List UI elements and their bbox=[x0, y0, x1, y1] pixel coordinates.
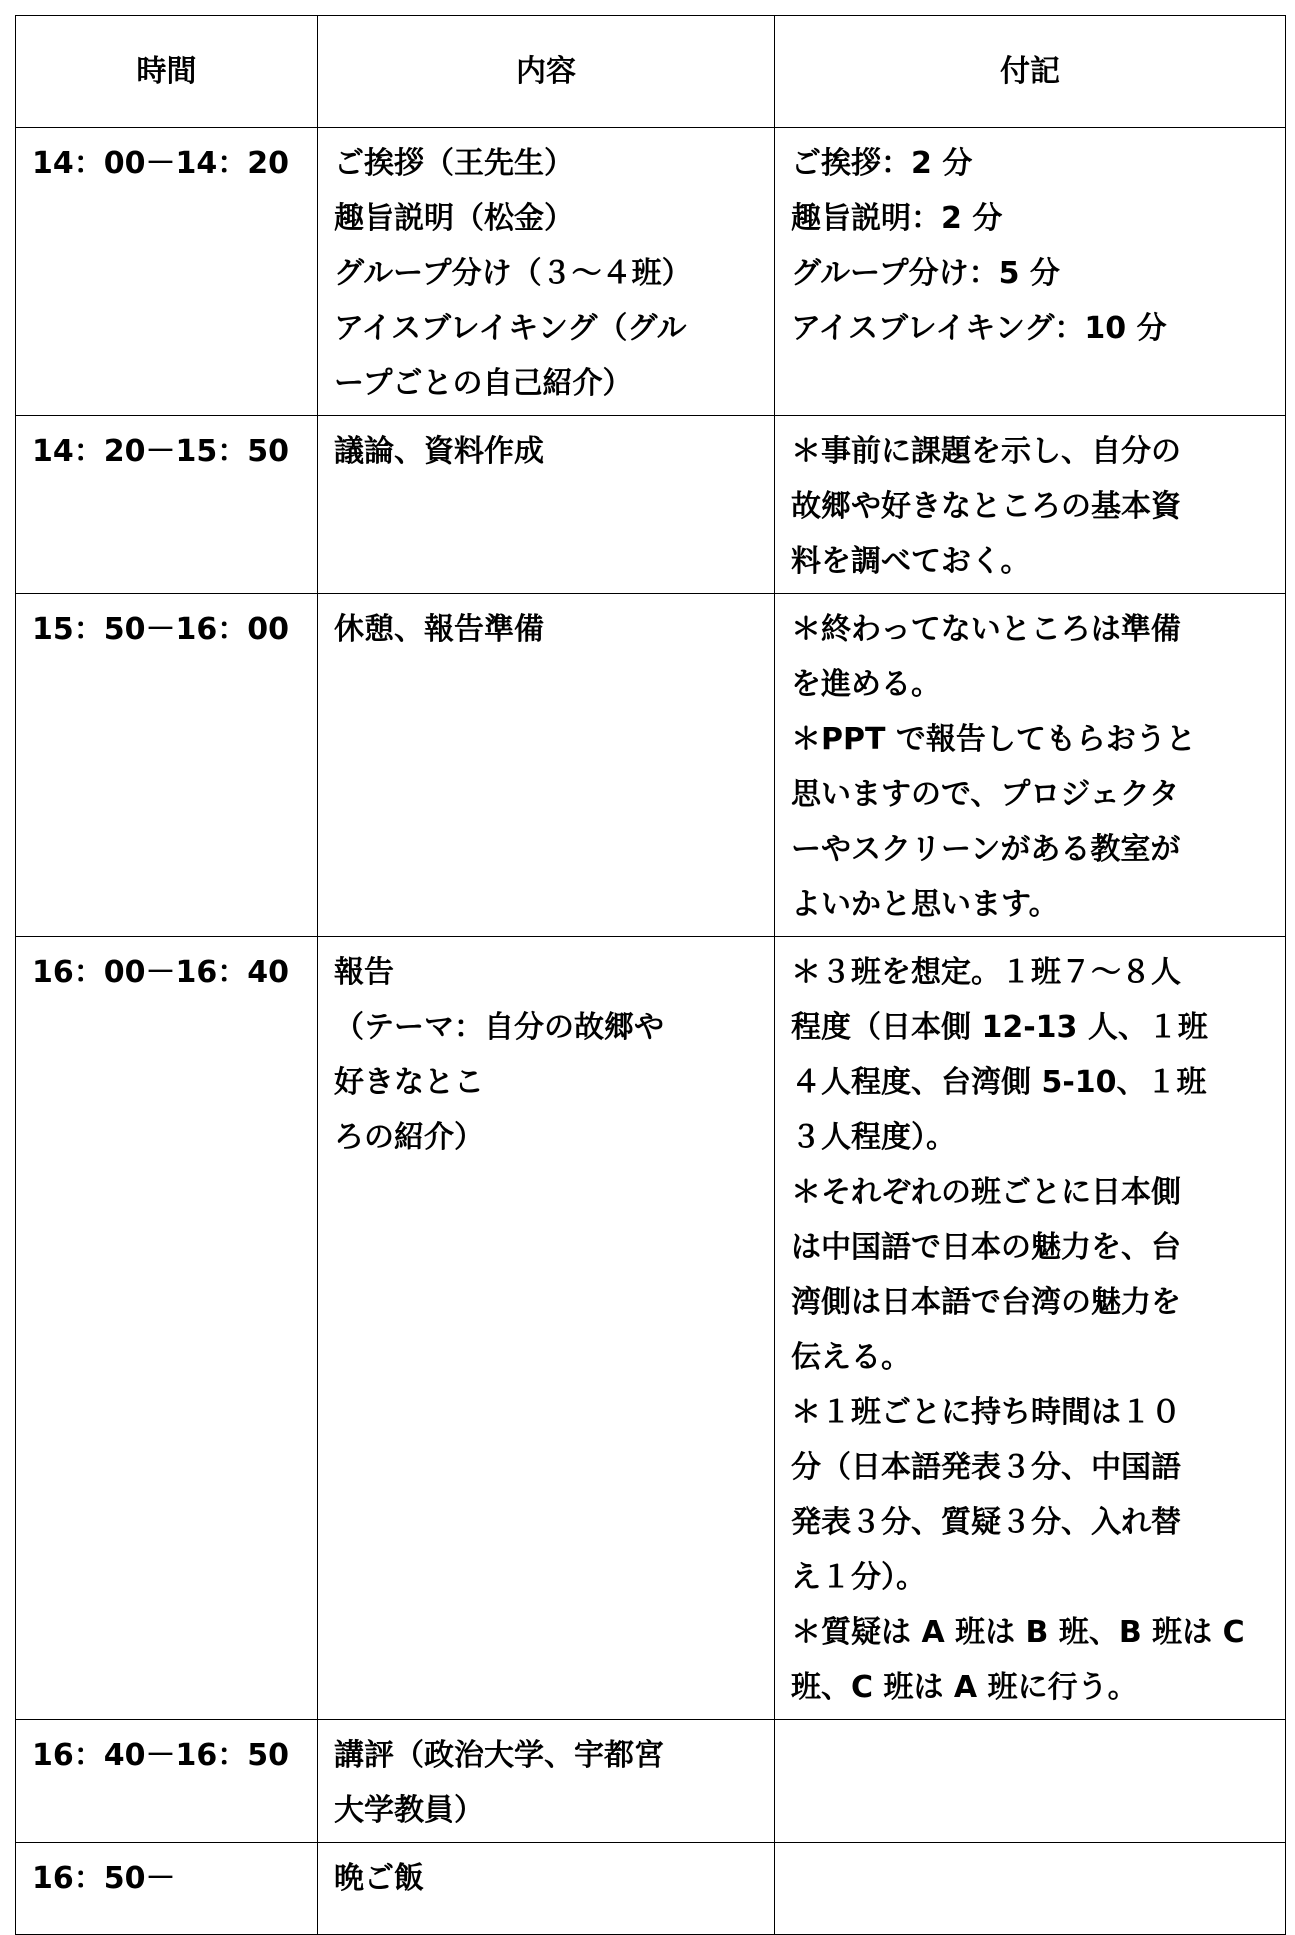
note-line: 湾側は日本語で台湾の魅力を bbox=[791, 1285, 1181, 1320]
note-line: 分（日本語発表３分、中国語 bbox=[791, 1450, 1181, 1485]
content-line: アイスブレイキング（グル bbox=[334, 311, 687, 346]
content-line: 好きなとこ bbox=[334, 1065, 484, 1100]
cell-note bbox=[775, 1843, 1286, 1935]
cell-time: 14：00－14：20 bbox=[16, 128, 318, 416]
header-time: 時間 bbox=[16, 16, 318, 128]
note-line: グループ分け：5 分 bbox=[791, 256, 1060, 291]
content-line: （テーマ：自分の故郷や bbox=[334, 1010, 664, 1045]
content-line: ご挨拶（王先生） bbox=[334, 146, 574, 181]
cell-content bbox=[318, 594, 775, 937]
note-line: は中国語で日本の魅力を、台 bbox=[791, 1230, 1181, 1265]
cell-note bbox=[775, 937, 1286, 1720]
note-line: アイスブレイキング：10 分 bbox=[791, 311, 1167, 346]
table-row bbox=[16, 416, 1286, 594]
note-line: ＊１班ごとに持ち時間は１０ bbox=[791, 1395, 1181, 1430]
cell-time: 15：50－16：00 bbox=[16, 594, 318, 937]
schedule-table bbox=[15, 15, 1286, 1935]
note-line: 程度（日本側 12-13 人、１班 bbox=[791, 1010, 1208, 1045]
note-line: を進める。 bbox=[791, 667, 941, 702]
note-line: よいかと思います。 bbox=[791, 887, 1059, 922]
header-row bbox=[16, 16, 1286, 128]
cell-time: 14：20－15：50 bbox=[16, 416, 318, 594]
note-line: ＊PPT で報告してもらおうと bbox=[791, 722, 1196, 757]
content-line: ろの紹介） bbox=[334, 1120, 484, 1155]
content-line: ープごとの自己紹介） bbox=[334, 366, 633, 401]
note-line: ３人程度）。 bbox=[791, 1120, 956, 1155]
note-line: ＊終わってないところは準備 bbox=[791, 612, 1181, 647]
header-note: 付記 bbox=[775, 16, 1286, 128]
schedule-body bbox=[16, 128, 1286, 1935]
content-line: 晩ご飯 bbox=[334, 1861, 424, 1896]
table-row bbox=[16, 937, 1286, 1720]
cell-content bbox=[318, 937, 775, 1720]
note-line: ご挨拶：2 分 bbox=[791, 146, 973, 181]
note-line: 故郷や好きなところの基本資 bbox=[791, 489, 1181, 524]
note-line: ４人程度、台湾側 5-10、１班 bbox=[791, 1065, 1207, 1100]
cell-note bbox=[775, 594, 1286, 937]
note-line: ＊それぞれの班ごとに日本側 bbox=[791, 1175, 1181, 1210]
note-line: ＊事前に課題を示し、自分の bbox=[791, 434, 1181, 469]
note-line: 料を調べておく。 bbox=[791, 544, 1031, 579]
table-row bbox=[16, 128, 1286, 416]
note-line: え１分）。 bbox=[791, 1560, 926, 1595]
content-line: 講評（政治大学、宇都宮 bbox=[334, 1738, 664, 1773]
table-row bbox=[16, 1720, 1286, 1843]
note-line: 伝える。 bbox=[791, 1340, 911, 1375]
content-line: 休憩、報告準備 bbox=[334, 612, 544, 647]
cell-note bbox=[775, 1720, 1286, 1843]
cell-note bbox=[775, 416, 1286, 594]
table-row bbox=[16, 594, 1286, 937]
table-row bbox=[16, 1843, 1286, 1935]
note-line: ーやスクリーンがある教室が bbox=[791, 832, 1181, 867]
cell-content bbox=[318, 128, 775, 416]
note-line: 班、C 班は A 班に行う。 bbox=[791, 1670, 1138, 1705]
cell-content bbox=[318, 416, 775, 594]
content-line: 報告 bbox=[334, 955, 394, 990]
cell-content bbox=[318, 1720, 775, 1843]
cell-time: 16：50－ bbox=[16, 1843, 318, 1935]
cell-note bbox=[775, 128, 1286, 416]
cell-time: 16：00－16：40 bbox=[16, 937, 318, 1720]
content-line: グループ分け（３～４班） bbox=[334, 256, 692, 291]
cell-content bbox=[318, 1843, 775, 1935]
content-line: 趣旨説明（松金） bbox=[334, 201, 574, 236]
note-line: ＊３班を想定。１班７～８人 bbox=[791, 955, 1181, 990]
document-page bbox=[15, 15, 1285, 1935]
content-line: 大学教員） bbox=[334, 1793, 484, 1828]
note-line: 発表３分、質疑３分、入れ替 bbox=[791, 1505, 1181, 1540]
cell-time: 16：40－16：50 bbox=[16, 1720, 318, 1843]
note-line: 思いますので、プロジェクタ bbox=[791, 777, 1180, 812]
note-line: ＊質疑は A 班は B 班、B 班は C bbox=[791, 1615, 1245, 1650]
header-content: 内容 bbox=[318, 16, 775, 128]
content-line: 議論、資料作成 bbox=[334, 434, 544, 469]
note-line: 趣旨説明：2 分 bbox=[791, 201, 1003, 236]
